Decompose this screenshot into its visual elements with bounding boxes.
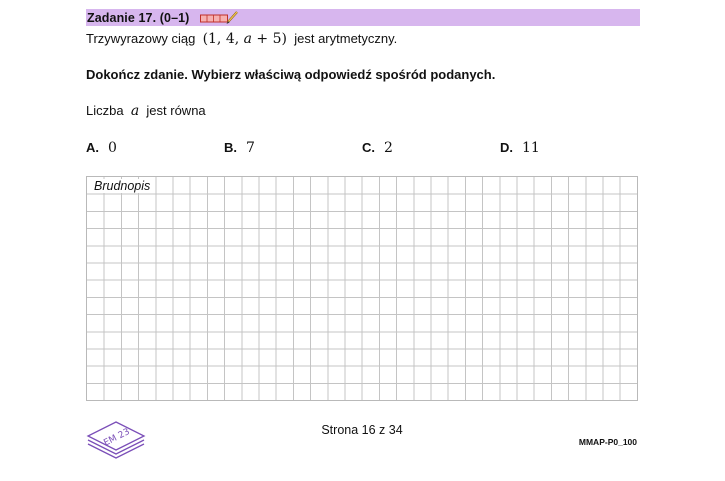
answer-value: 11 <box>522 140 540 156</box>
answer-letter: A. <box>86 140 99 155</box>
answer-value: 0 <box>108 140 117 156</box>
task-title: Zadanie 17. (0–1) <box>87 10 190 25</box>
answer-option-c[interactable] <box>362 140 393 156</box>
question-suffix: jest równa <box>146 103 206 118</box>
answer-value: 7 <box>246 140 255 156</box>
answer-option-d[interactable] <box>500 140 540 156</box>
answer-letter: B. <box>224 140 237 155</box>
logo-text: EM 23 <box>102 427 132 449</box>
draft-label: Brudnopis <box>94 179 151 193</box>
answer-letter: D. <box>500 140 513 155</box>
page-number: Strona 16 z 34 <box>321 423 403 437</box>
statement-prefix: Trzywyrazowy ciąg <box>86 31 196 46</box>
draft-grid-lines <box>87 177 637 400</box>
question-prefix: Liczba <box>86 103 124 118</box>
answer-letter: C. <box>362 140 375 155</box>
question-variable: 𝑎 <box>130 103 140 119</box>
question-text <box>86 103 206 119</box>
problem-statement <box>86 31 397 47</box>
sequence-expression: (1, 4, 𝑎 + 5) <box>202 31 287 47</box>
statement-suffix: jest arytmetyczny. <box>294 31 398 46</box>
exam-code: MMAP-P0_100 <box>578 437 637 447</box>
task-header-bar <box>86 9 640 26</box>
pencil-score-icon <box>200 11 240 25</box>
draft-grid[interactable] <box>86 176 638 401</box>
answer-option-b[interactable] <box>224 140 255 156</box>
answer-value: 2 <box>384 140 393 156</box>
answer-option-a[interactable] <box>86 140 117 156</box>
instruction-text: Dokończ zdanie. Wybierz właściwą odpowiedź spośród podanych. <box>86 67 496 82</box>
